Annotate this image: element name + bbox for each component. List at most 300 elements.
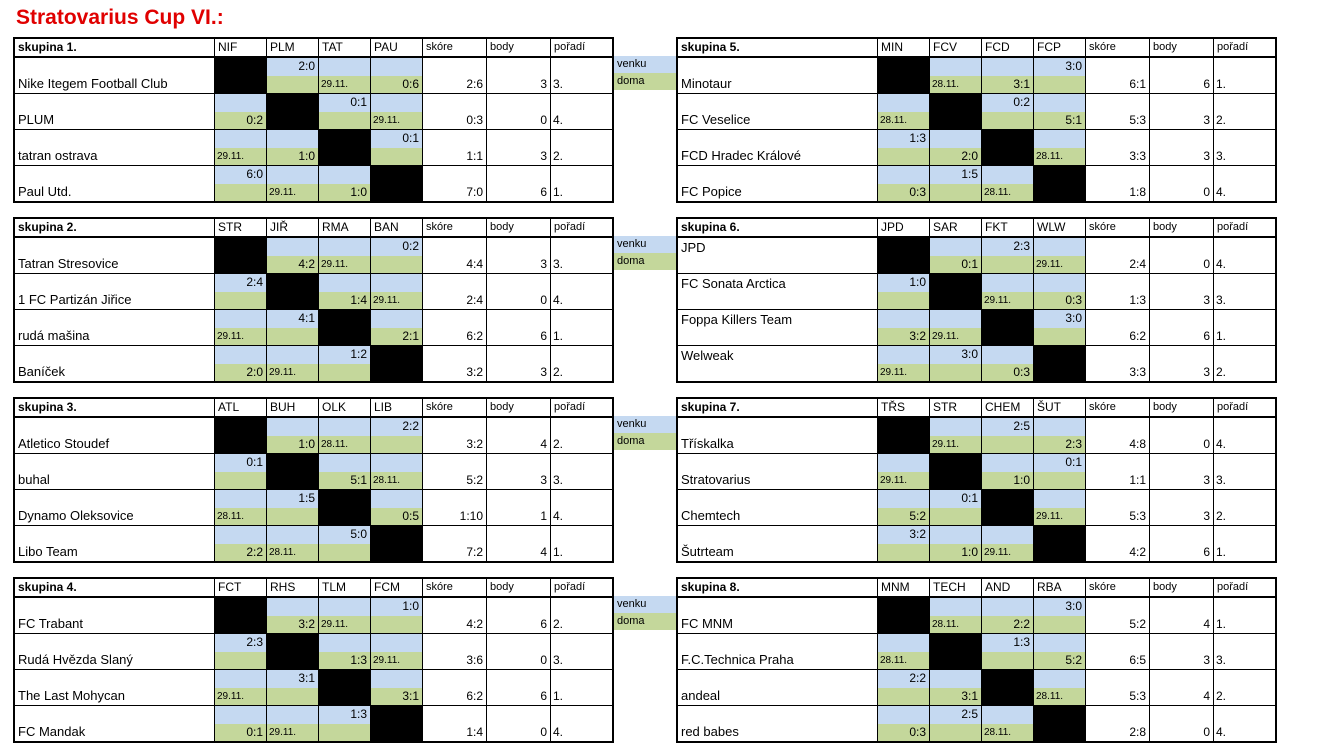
team-cell [678, 634, 878, 669]
match-score: 2:2 [402, 419, 419, 433]
team-cell [15, 490, 215, 525]
match-score: 0:6 [402, 77, 419, 91]
self-match-block [878, 238, 929, 273]
poradi-value: 1. [553, 545, 564, 559]
match-cell [982, 94, 1034, 129]
away-half [982, 166, 1033, 184]
skore-cell [1086, 166, 1150, 201]
match-cell [1034, 310, 1086, 345]
body-cell [1150, 346, 1214, 381]
group-header [15, 579, 612, 598]
poradi-header: pořadí [1217, 581, 1249, 593]
poradi-cell [551, 238, 612, 273]
skore-header: skóre [423, 579, 487, 596]
match-date: 29.11. [373, 294, 401, 306]
table-row [15, 454, 612, 490]
team-name: buhal [18, 472, 50, 487]
match-cell [982, 418, 1034, 453]
team-name: Chemtech [681, 508, 741, 523]
body-cell [487, 706, 551, 741]
team-cell [678, 166, 878, 201]
away-half [215, 670, 266, 688]
match-date: 29.11. [880, 366, 908, 378]
match-cell [319, 166, 371, 201]
poradi-value: 2. [553, 365, 564, 379]
body-cell [1150, 670, 1214, 705]
away-half [319, 706, 370, 724]
home-half [319, 364, 370, 382]
team-cell [15, 706, 215, 741]
match-score: 2:0 [298, 59, 315, 73]
team-cell [678, 130, 878, 165]
column-header: LIB [371, 399, 423, 416]
away-half [319, 634, 370, 652]
self-match-block [319, 310, 370, 345]
poradi-cell [551, 166, 612, 201]
match-score: 0:5 [402, 509, 419, 523]
match-score: 1:0 [350, 185, 367, 199]
match-date: 28.11. [984, 186, 1012, 198]
match-cell [319, 706, 371, 741]
home-half [982, 256, 1033, 274]
team-name: Šutrteam [681, 544, 734, 559]
match-cell [319, 238, 371, 273]
team-cell [678, 310, 878, 345]
match-score: 0:1 [350, 95, 367, 109]
skore-cell [1086, 130, 1150, 165]
body-value: 3 [540, 149, 547, 163]
away-half [215, 166, 266, 184]
match-score: 2:0 [246, 365, 263, 379]
match-cell [878, 58, 930, 93]
self-match-block [930, 634, 981, 669]
home-half [1034, 112, 1085, 130]
skore-value: 5:2 [1129, 617, 1146, 631]
away-half [371, 238, 422, 256]
skore-cell [1086, 706, 1150, 741]
match-cell [930, 310, 982, 345]
body-cell [487, 94, 551, 129]
match-score: 0:1 [246, 725, 263, 739]
away-half [982, 94, 1033, 112]
body-header: body [1150, 579, 1214, 596]
group-name: skupina 1. [15, 39, 215, 56]
team-cell [15, 598, 215, 633]
match-date: 29.11. [269, 186, 297, 198]
away-half [930, 130, 981, 148]
skore-value: 3:2 [466, 437, 483, 451]
home-half [267, 508, 318, 526]
match-cell [267, 94, 319, 129]
match-score: 2:5 [1013, 419, 1030, 433]
match-date: 29.11. [373, 654, 401, 666]
match-date: 29.11. [984, 294, 1012, 306]
poradi-value: 4. [1216, 185, 1227, 199]
match-cell [215, 454, 267, 489]
poradi-value: 4. [553, 509, 564, 523]
body-value: 0 [540, 725, 547, 739]
match-cell [371, 634, 423, 669]
column-header: RBA [1034, 579, 1086, 596]
match-score: 3:1 [402, 689, 419, 703]
match-score: 0:1 [402, 131, 419, 145]
column-header: FCT [215, 579, 267, 596]
match-cell [1034, 166, 1086, 201]
skore-cell [423, 94, 487, 129]
poradi-cell [551, 526, 612, 561]
match-cell [267, 238, 319, 273]
group-name: skupina 5. [678, 39, 878, 56]
body-value: 3 [1203, 149, 1210, 163]
home-half [878, 508, 929, 526]
body-cell [487, 238, 551, 273]
home-half [267, 184, 318, 202]
match-cell [878, 346, 930, 381]
table-row [15, 130, 612, 166]
match-cell [215, 670, 267, 705]
venku-label: venku [614, 596, 676, 613]
away-half [878, 670, 929, 688]
poradi-cell [551, 706, 612, 741]
skore-header: skóre [423, 219, 487, 236]
table-row [15, 418, 612, 454]
away-half [982, 706, 1033, 724]
home-half [1034, 292, 1085, 310]
away-half [319, 166, 370, 184]
table-row [15, 598, 612, 634]
home-half [878, 688, 929, 706]
table-row [15, 706, 612, 741]
away-half [267, 238, 318, 256]
match-cell [982, 166, 1034, 201]
self-match-block [930, 94, 981, 129]
match-cell [878, 490, 930, 525]
home-half [930, 724, 981, 742]
skore-value: 4:8 [1129, 437, 1146, 451]
skore-value: 6:2 [466, 329, 483, 343]
poradi-cell [1214, 490, 1275, 525]
match-cell [371, 670, 423, 705]
match-cell [267, 274, 319, 309]
away-half [319, 598, 370, 616]
team-name: tatran ostrava [18, 148, 98, 163]
team-name: Dynamo Oleksovice [18, 508, 134, 523]
home-half [371, 436, 422, 454]
team-name: Libo Team [18, 544, 78, 559]
away-half [319, 58, 370, 76]
group-table [13, 37, 614, 203]
table-row [678, 166, 1275, 201]
table-row [15, 670, 612, 706]
home-half [371, 256, 422, 274]
skore-value: 1:1 [1129, 473, 1146, 487]
self-match-block [982, 310, 1033, 345]
column-header: MNM [878, 579, 930, 596]
match-score: 2:2 [909, 671, 926, 685]
home-half [930, 688, 981, 706]
match-score: 0:3 [1013, 365, 1030, 379]
away-half [878, 94, 929, 112]
home-half [371, 508, 422, 526]
poradi-cell [551, 454, 612, 489]
match-cell [371, 346, 423, 381]
match-cell [878, 130, 930, 165]
home-half [215, 688, 266, 706]
team-name: Tatran Stresovice [18, 256, 119, 271]
match-score: 3:1 [1013, 77, 1030, 91]
poradi-cell [551, 310, 612, 345]
match-cell [319, 454, 371, 489]
match-score: 0:3 [909, 185, 926, 199]
self-match-block [319, 490, 370, 525]
skore-value: 5:3 [1129, 113, 1146, 127]
body-value: 3 [540, 365, 547, 379]
away-half [215, 346, 266, 364]
match-cell [930, 166, 982, 201]
poradi-value: 4. [553, 293, 564, 307]
match-cell [371, 454, 423, 489]
poradi-cell [551, 346, 612, 381]
match-date: 28.11. [269, 546, 297, 558]
body-header: body [487, 39, 551, 56]
match-cell [930, 634, 982, 669]
match-cell [371, 490, 423, 525]
match-cell [878, 166, 930, 201]
match-date: 29.11. [932, 330, 960, 342]
match-score: 3:0 [1065, 59, 1082, 73]
poradi-cell [551, 490, 612, 525]
away-half [267, 598, 318, 616]
group-header [15, 219, 612, 238]
poradi-value: 1. [1216, 329, 1227, 343]
home-half [371, 76, 422, 94]
skore-cell [423, 166, 487, 201]
poradi-cell [1214, 94, 1275, 129]
match-cell [215, 94, 267, 129]
skore-cell [423, 598, 487, 633]
doma-label: doma [614, 433, 676, 450]
body-cell [1150, 166, 1214, 201]
match-score: 4:1 [298, 311, 315, 325]
body-cell [1150, 94, 1214, 129]
home-half [215, 508, 266, 526]
self-match-block [267, 454, 318, 489]
body-value: 0 [540, 113, 547, 127]
body-value: 3 [1203, 473, 1210, 487]
table-row [678, 346, 1275, 381]
column-header: OLK [319, 399, 371, 416]
away-half [878, 166, 929, 184]
poradi-cell [1214, 346, 1275, 381]
team-name: FC Popice [681, 184, 742, 199]
team-name: JPD [681, 240, 706, 255]
away-half [371, 130, 422, 148]
table-row [678, 526, 1275, 561]
away-half [215, 130, 266, 148]
team-cell [678, 706, 878, 741]
column-header: FCV [930, 39, 982, 56]
home-half [215, 724, 266, 742]
away-half [1034, 94, 1085, 112]
body-value: 4 [540, 437, 547, 451]
away-half [267, 418, 318, 436]
away-half [930, 490, 981, 508]
table-row [678, 598, 1275, 634]
body-value: 6 [540, 617, 547, 631]
match-cell [215, 310, 267, 345]
poradi-cell [1214, 634, 1275, 669]
poradi-header: pořadí [554, 221, 586, 233]
body-cell [1150, 706, 1214, 741]
match-cell [930, 454, 982, 489]
group-table [676, 37, 1277, 203]
away-half [319, 454, 370, 472]
poradi-cell [1214, 130, 1275, 165]
team-name: FC Mandak [18, 724, 86, 739]
away-half [930, 598, 981, 616]
skore-value: 1:8 [1129, 185, 1146, 199]
column-header: WLW [1034, 219, 1086, 236]
poradi-value: 1. [553, 329, 564, 343]
table-row [15, 238, 612, 274]
match-cell [371, 130, 423, 165]
poradi-value: 3. [553, 653, 564, 667]
poradi-value: 4. [553, 725, 564, 739]
match-cell [982, 310, 1034, 345]
match-score: 1:3 [1013, 635, 1030, 649]
body-header: body [1150, 399, 1214, 416]
match-cell [982, 634, 1034, 669]
column-header: MIN [878, 39, 930, 56]
poradi-value: 3. [553, 77, 564, 91]
away-half [878, 634, 929, 652]
home-half [215, 148, 266, 166]
match-cell [267, 346, 319, 381]
match-date: 28.11. [217, 510, 245, 522]
body-value: 3 [1203, 653, 1210, 667]
match-cell [982, 598, 1034, 633]
team-name: Rudá Hvězda Slaný [18, 652, 133, 667]
match-score: 0:1 [246, 455, 263, 469]
match-cell [930, 706, 982, 741]
team-name: rudá mašina [18, 328, 90, 343]
skore-value: 3:2 [466, 365, 483, 379]
home-half [878, 724, 929, 742]
home-half [930, 328, 981, 346]
venku-label: venku [614, 236, 676, 253]
home-half [371, 616, 422, 634]
group-name: skupina 8. [678, 579, 878, 596]
poradi-value: 1. [1216, 617, 1227, 631]
home-half [319, 292, 370, 310]
home-half [267, 148, 318, 166]
match-score: 5:0 [350, 527, 367, 541]
body-cell [487, 526, 551, 561]
home-half [319, 724, 370, 742]
match-cell [267, 634, 319, 669]
body-cell [487, 418, 551, 453]
body-value: 0 [1203, 725, 1210, 739]
away-half [1034, 490, 1085, 508]
match-cell [215, 130, 267, 165]
team-name: FC MNM [681, 616, 733, 631]
column-header: AND [982, 579, 1034, 596]
poradi-value: 1. [1216, 77, 1227, 91]
table-row [678, 418, 1275, 454]
skore-value: 6:2 [1129, 329, 1146, 343]
table-row [15, 346, 612, 381]
away-half [1034, 670, 1085, 688]
body-header: body [1150, 39, 1214, 56]
home-half [215, 184, 266, 202]
poradi-cell [1214, 274, 1275, 309]
match-cell [319, 526, 371, 561]
match-score: 5:2 [1065, 653, 1082, 667]
home-half [1034, 76, 1085, 94]
group-name: skupina 4. [15, 579, 215, 596]
home-half [319, 256, 370, 274]
match-date: 28.11. [932, 618, 960, 630]
column-header: TLM [319, 579, 371, 596]
away-half [215, 490, 266, 508]
home-half [982, 364, 1033, 382]
team-name: Atletico Stoudef [18, 436, 110, 451]
poradi-cell [551, 670, 612, 705]
team-name: FC Veselice [681, 112, 751, 127]
column-header: FCP [1034, 39, 1086, 56]
column-header: TAT [319, 39, 371, 56]
match-score: 2:3 [1065, 437, 1082, 451]
match-score: 1:3 [909, 131, 926, 145]
team-cell [678, 238, 878, 273]
group-name: skupina 6. [678, 219, 878, 236]
table-row [15, 634, 612, 670]
column-header: NIF [215, 39, 267, 56]
match-score: 1:0 [402, 599, 419, 613]
match-cell [1034, 418, 1086, 453]
match-score: 3:0 [1065, 599, 1082, 613]
skore-cell [423, 454, 487, 489]
home-half [267, 616, 318, 634]
home-half [930, 616, 981, 634]
away-half [267, 706, 318, 724]
away-half [215, 454, 266, 472]
match-cell [930, 274, 982, 309]
body-cell [487, 346, 551, 381]
home-half [982, 652, 1033, 670]
match-score: 5:2 [909, 509, 926, 523]
match-date: 29.11. [269, 726, 297, 738]
body-cell [1150, 310, 1214, 345]
skore-value: 4:2 [466, 617, 483, 631]
team-cell [678, 670, 878, 705]
match-cell [878, 598, 930, 633]
match-cell [371, 310, 423, 345]
poradi-value: 4. [1216, 725, 1227, 739]
team-cell [15, 58, 215, 93]
home-half [267, 436, 318, 454]
match-score: 2:4 [246, 275, 263, 289]
away-half [371, 58, 422, 76]
table-row [15, 94, 612, 130]
away-half [878, 490, 929, 508]
poradi-value: 1. [1216, 545, 1227, 559]
match-score: 3:0 [1065, 311, 1082, 325]
match-date: 28.11. [880, 114, 908, 126]
match-cell [267, 598, 319, 633]
home-half [982, 544, 1033, 562]
body-cell [487, 598, 551, 633]
